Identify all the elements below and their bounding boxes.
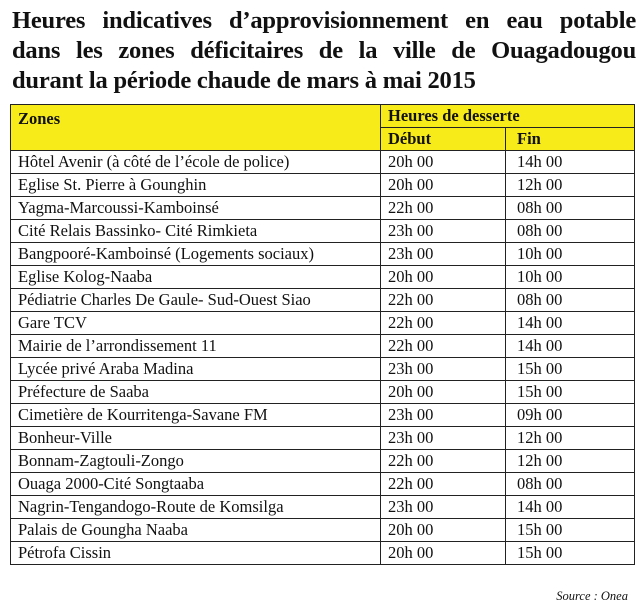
schedule-table	[10, 104, 635, 565]
debut-cell: 23h 00	[381, 427, 506, 450]
header-zones: Zones	[11, 105, 381, 151]
header-heures-de-desserte: Heures de desserte	[381, 105, 635, 128]
zone-cell: Mairie de l’arrondissement 11	[11, 335, 381, 358]
fin-cell: 14h 00	[506, 496, 635, 519]
debut-cell: 22h 00	[381, 197, 506, 220]
debut-cell: 22h 00	[381, 312, 506, 335]
fin-cell: 09h 00	[506, 404, 635, 427]
table-row	[11, 519, 635, 542]
debut-cell: 23h 00	[381, 496, 506, 519]
table-row	[11, 151, 635, 174]
debut-cell: 23h 00	[381, 358, 506, 381]
fin-cell: 08h 00	[506, 197, 635, 220]
fin-cell: 14h 00	[506, 151, 635, 174]
table-row	[11, 174, 635, 197]
zone-cell: Gare TCV	[11, 312, 381, 335]
header-debut: Début	[381, 128, 506, 151]
fin-cell: 15h 00	[506, 381, 635, 404]
source-credit: Source : Onea	[556, 589, 628, 603]
table-row	[11, 496, 635, 519]
zone-cell: Pédiatrie Charles De Gaule- Sud-Ouest Siao	[11, 289, 381, 312]
zone-cell: Lycée privé Araba Madina	[11, 358, 381, 381]
zone-cell: Pétrofa Cissin	[11, 542, 381, 565]
table-row	[11, 197, 635, 220]
debut-cell: 22h 00	[381, 450, 506, 473]
table-row	[11, 220, 635, 243]
zone-cell: Eglise St. Pierre à Gounghin	[11, 174, 381, 197]
fin-cell: 12h 00	[506, 427, 635, 450]
debut-cell: 23h 00	[381, 243, 506, 266]
table-row	[11, 266, 635, 289]
zone-cell: Nagrin-Tengandogo-Route de Komsilga	[11, 496, 381, 519]
zone-cell: Hôtel Avenir (à côté de l’école de police)	[11, 151, 381, 174]
fin-cell: 14h 00	[506, 312, 635, 335]
table-body	[11, 151, 635, 565]
title-line-2: dans les zones déficitaires de la ville de Ouagadougou	[12, 37, 636, 64]
fin-cell: 12h 00	[506, 174, 635, 197]
fin-cell: 10h 00	[506, 243, 635, 266]
debut-cell: 20h 00	[381, 266, 506, 289]
zone-cell: Yagma-Marcoussi-Kamboinsé	[11, 197, 381, 220]
table-row	[11, 450, 635, 473]
zone-cell: Cité Relais Bassinko- Cité Rimkieta	[11, 220, 381, 243]
debut-cell: 22h 00	[381, 335, 506, 358]
zone-cell: Cimetière de Kourritenga-Savane FM	[11, 404, 381, 427]
zone-cell: Bonnam-Zagtouli-Zongo	[11, 450, 381, 473]
zone-cell: Ouaga 2000-Cité Songtaaba	[11, 473, 381, 496]
debut-cell: 20h 00	[381, 151, 506, 174]
table-row	[11, 358, 635, 381]
debut-cell: 22h 00	[381, 473, 506, 496]
fin-cell: 15h 00	[506, 519, 635, 542]
table-row	[11, 289, 635, 312]
table-row	[11, 312, 635, 335]
table-row	[11, 335, 635, 358]
debut-cell: 20h 00	[381, 381, 506, 404]
table-row	[11, 473, 635, 496]
table-row	[11, 381, 635, 404]
debut-cell: 20h 00	[381, 519, 506, 542]
fin-cell: 10h 00	[506, 266, 635, 289]
fin-cell: 08h 00	[506, 473, 635, 496]
zone-cell: Préfecture de Saaba	[11, 381, 381, 404]
zone-cell: Bangpooré-Kamboinsé (Logements sociaux)	[11, 243, 381, 266]
zone-cell: Bonheur-Ville	[11, 427, 381, 450]
zone-cell: Eglise Kolog-Naaba	[11, 266, 381, 289]
debut-cell: 23h 00	[381, 220, 506, 243]
table-row	[11, 427, 635, 450]
fin-cell: 14h 00	[506, 335, 635, 358]
page-title	[12, 6, 636, 96]
fin-cell: 15h 00	[506, 542, 635, 565]
header-fin: Fin	[506, 128, 635, 151]
fin-cell: 15h 00	[506, 358, 635, 381]
debut-cell: 23h 00	[381, 404, 506, 427]
fin-cell: 08h 00	[506, 220, 635, 243]
table-row	[11, 404, 635, 427]
table-row	[11, 243, 635, 266]
table-row	[11, 542, 635, 565]
debut-cell: 20h 00	[381, 174, 506, 197]
fin-cell: 12h 00	[506, 450, 635, 473]
title-line-3: durant la période chaude de mars à mai 2015	[12, 67, 476, 94]
title-line-1: Heures indicatives d’approvisionnement en eau potable	[12, 7, 636, 34]
debut-cell: 22h 00	[381, 289, 506, 312]
zone-cell: Palais de Goungha Naaba	[11, 519, 381, 542]
fin-cell: 08h 00	[506, 289, 635, 312]
debut-cell: 20h 00	[381, 542, 506, 565]
